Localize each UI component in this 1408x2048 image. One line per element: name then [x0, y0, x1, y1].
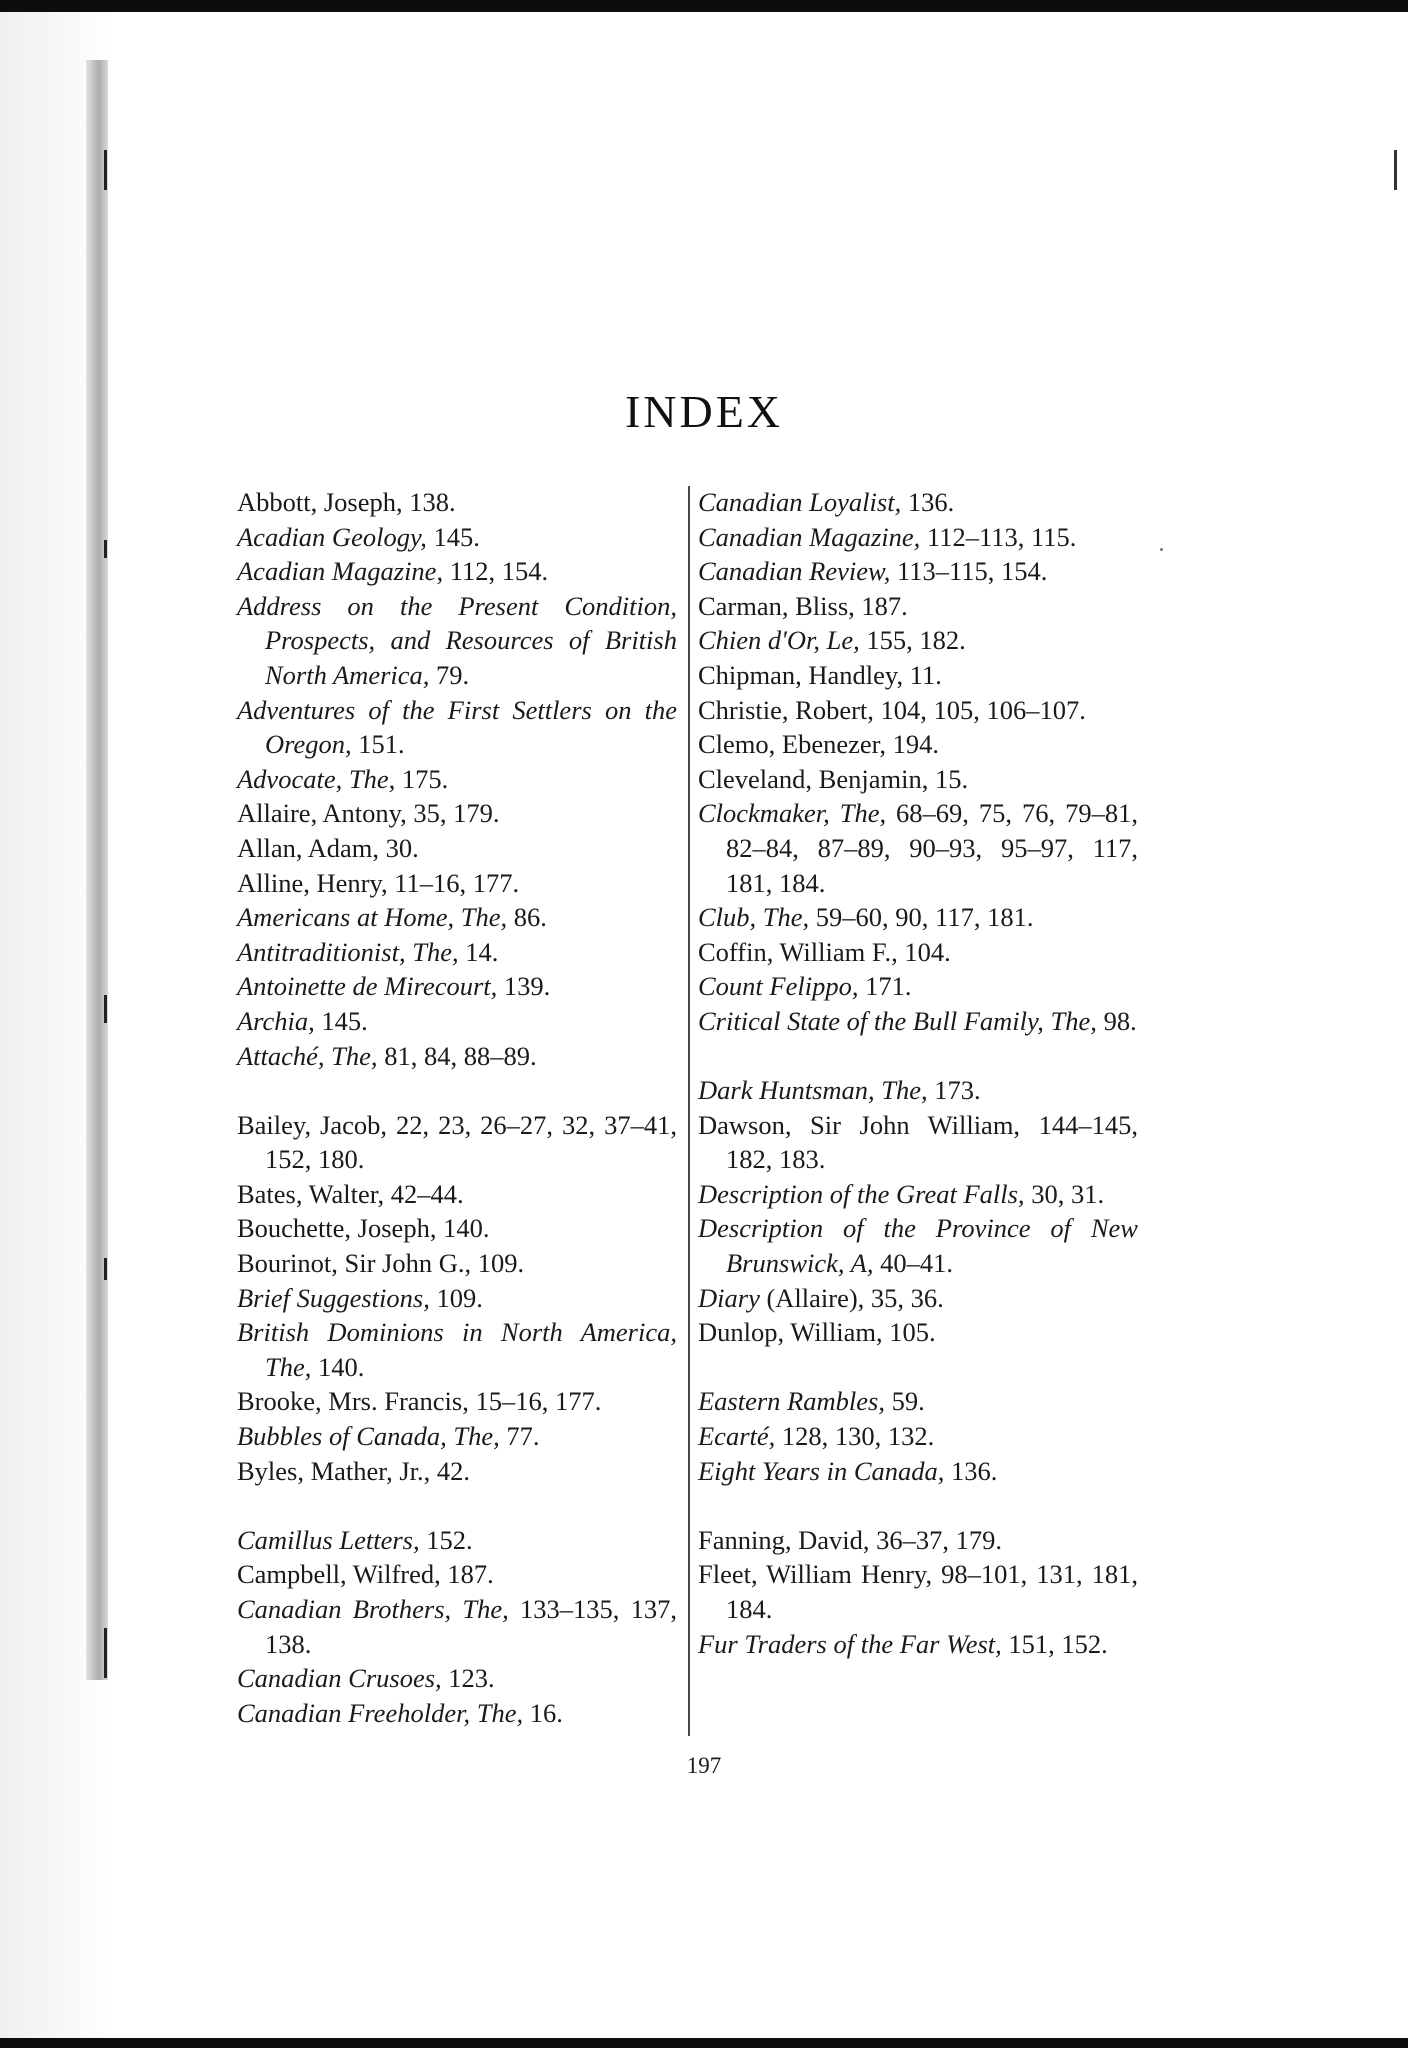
- entry-text: Fanning, David, 36–37, 179.: [698, 1524, 1002, 1555]
- entry-text: Fleet, William Henry, 98–101, 131, 181, 184.: [698, 1559, 1138, 1624]
- letter-group-gap: [698, 1488, 1138, 1523]
- entry-text: 152.: [419, 1524, 473, 1555]
- entry-text: Bates, Walter, 42–44.: [237, 1178, 464, 1209]
- page-title: INDEX: [624, 386, 784, 437]
- entry-text: Dawson, Sir John William, 144–145, 182, 183.: [698, 1109, 1138, 1175]
- index-entry: [237, 1523, 677, 1558]
- entry-text: Carman, Bliss, 187.: [698, 590, 908, 621]
- page-number: 197: [686, 1753, 722, 1778]
- entry-title: Address on the Present Condition, Prospects, and Resources of British North America,: [237, 590, 677, 690]
- entry-title: Brief Suggestions,: [237, 1282, 430, 1313]
- index-entry: [237, 1315, 677, 1384]
- entry-text: 140.: [311, 1351, 365, 1382]
- index-entry: [237, 554, 677, 589]
- entry-title: Ecarté,: [698, 1421, 776, 1452]
- index-entry: [698, 1315, 1138, 1350]
- entry-text: Christie, Robert, 104, 105, 106–107.: [698, 694, 1086, 725]
- entry-text: 128, 130, 132.: [775, 1421, 935, 1452]
- entry-text: 59–60, 90, 117, 181.: [809, 902, 1034, 933]
- index-entry: [698, 485, 1138, 520]
- entry-text: Bourinot, Sir John G., 109.: [237, 1248, 525, 1279]
- index-entry: [698, 762, 1138, 797]
- entry-text: Brooke, Mrs. Francis, 15–16, 177.: [237, 1386, 602, 1417]
- entry-text: 145.: [426, 521, 480, 552]
- entry-text: 175.: [395, 763, 449, 794]
- index-entry: [698, 520, 1138, 555]
- entry-text: Bouchette, Joseph, 140.: [237, 1213, 490, 1244]
- letter-group-gap: [698, 1350, 1138, 1385]
- entry-text: 79.: [429, 659, 470, 690]
- index-entry: [698, 1073, 1138, 1108]
- entry-text: 86.: [507, 902, 547, 933]
- entry-text: 133–135, 137, 138.: [265, 1594, 677, 1659]
- entry-text: Bailey, Jacob, 22, 23, 26–27, 32, 37–41, 152, 180.: [237, 1109, 677, 1175]
- index-entry: [698, 1004, 1138, 1039]
- entry-title: Canadian Crusoes,: [237, 1663, 442, 1694]
- index-entry: [698, 693, 1138, 728]
- entry-text: Abbott, Joseph, 138.: [237, 487, 456, 517]
- index-entry: [237, 1384, 677, 1419]
- letter-group-gap: [237, 1488, 677, 1523]
- letter-group-gap: [237, 1073, 677, 1108]
- index-column-right: [698, 485, 1138, 1661]
- entry-title: Attaché, The,: [237, 1040, 378, 1071]
- entry-text: 30, 31.: [1024, 1178, 1105, 1209]
- index-entry: [237, 589, 677, 693]
- entry-title: Antitraditionist, The,: [237, 936, 459, 967]
- index-entry: [237, 1108, 677, 1177]
- index-entry: [698, 796, 1138, 900]
- entry-text: Clemo, Ebenezer, 194.: [698, 729, 940, 760]
- entry-text: 68–69, 75, 76, 79–81, 82–84, 87–89, 90–93, 95–97, 117, 181, 184.: [726, 798, 1138, 898]
- entry-title: Camillus Letters,: [237, 1524, 420, 1555]
- index-entry: [698, 554, 1138, 589]
- index-entry: [237, 1557, 677, 1592]
- entry-text: 112–113, 115.: [920, 521, 1077, 552]
- index-entry: [237, 1039, 677, 1074]
- entry-title: Bubbles of Canada, The,: [237, 1421, 500, 1452]
- entry-title: Clockmaker, The,: [698, 798, 887, 829]
- entry-text: Coffin, William F., 104.: [698, 936, 951, 967]
- entry-text: Dunlop, William, 105.: [698, 1317, 936, 1348]
- entry-title: Chien d'Or, Le,: [698, 625, 860, 656]
- entry-title: Description of the Great Falls,: [698, 1178, 1025, 1209]
- entry-text: Chipman, Handley, 11.: [698, 659, 942, 690]
- column-divider: [688, 486, 690, 1736]
- index-entry: [237, 900, 677, 935]
- entry-text: (Allaire), 35, 36.: [759, 1282, 944, 1313]
- entry-title: Count Felippo,: [698, 971, 859, 1002]
- index-entry: [237, 1592, 677, 1661]
- index-entry: [237, 485, 677, 520]
- index-entry: [698, 969, 1138, 1004]
- entry-text: Campbell, Wilfred, 187.: [237, 1559, 494, 1590]
- entry-text: 59.: [884, 1386, 925, 1417]
- index-entry: [237, 796, 677, 831]
- entry-text: 98.: [1096, 1005, 1137, 1036]
- index-entry: [237, 1281, 677, 1316]
- index-entry: [698, 658, 1138, 693]
- index-entry: [237, 1211, 677, 1246]
- index-entry: [237, 1246, 677, 1281]
- index-entry: [698, 1419, 1138, 1454]
- entry-text: 16.: [523, 1697, 563, 1728]
- index-column-left: [237, 485, 677, 1730]
- index-entry: [698, 1281, 1138, 1316]
- entry-text: Alline, Henry, 11–16, 177.: [237, 867, 520, 898]
- entry-title: Advocate, The,: [237, 763, 396, 794]
- entry-text: 123.: [441, 1663, 495, 1694]
- index-entry: [237, 1454, 677, 1489]
- entry-title: Canadian Review,: [698, 556, 891, 587]
- entry-title: Eight Years in Canada,: [698, 1455, 945, 1486]
- entry-text: 113–115, 154.: [890, 556, 1048, 587]
- entry-text: 77.: [499, 1421, 540, 1452]
- entry-title: Antoinette de Mirecourt,: [237, 971, 498, 1002]
- letter-group-gap: [698, 1039, 1138, 1074]
- index-entry: [698, 1384, 1138, 1419]
- index-entry: [698, 1454, 1138, 1489]
- entry-title: Canadian Freeholder, The,: [237, 1697, 524, 1728]
- entry-text: 155, 182.: [859, 625, 966, 656]
- entry-title: Canadian Brothers, The,: [237, 1594, 509, 1624]
- index-entry: [698, 1557, 1138, 1626]
- entry-title: Fur Traders of the Far West,: [698, 1628, 1002, 1659]
- entry-text: 151.: [351, 729, 405, 760]
- entry-title: Diary: [698, 1282, 760, 1313]
- entry-text: Byles, Mather, Jr., 42.: [237, 1455, 471, 1486]
- entry-title: Acadian Geology,: [237, 521, 427, 552]
- index-entry: [237, 1696, 677, 1731]
- index-entry: [237, 831, 677, 866]
- entry-text: 139.: [497, 971, 551, 1002]
- index-entry: [698, 589, 1138, 624]
- entry-title: Club, The,: [698, 902, 810, 933]
- entry-title: Archia,: [237, 1005, 315, 1036]
- index-entry: [237, 1177, 677, 1212]
- index-entry: [237, 969, 677, 1004]
- entry-title: Eastern Rambles,: [698, 1386, 885, 1417]
- index-entry: [698, 623, 1138, 658]
- entry-text: Cleveland, Benjamin, 15.: [698, 763, 969, 794]
- index-entry: [698, 1627, 1138, 1662]
- entry-text: 145.: [314, 1005, 368, 1036]
- entry-text: 173.: [927, 1075, 981, 1106]
- entry-title: Critical State of the Bull Family, The,: [698, 1005, 1097, 1036]
- index-entry: [698, 935, 1138, 970]
- index-entry: [698, 1211, 1138, 1280]
- entry-title: Adventures of the First Settlers on the Oregon,: [237, 694, 677, 760]
- entry-title: Acadian Magazine,: [237, 556, 444, 587]
- entry-text: 81, 84, 88–89.: [377, 1040, 537, 1071]
- entry-text: 112, 154.: [443, 556, 549, 587]
- index-entry: [237, 762, 677, 797]
- entry-title: Canadian Magazine,: [698, 521, 921, 552]
- index-entry: [237, 1661, 677, 1696]
- index-entry: [698, 900, 1138, 935]
- entry-text: 151, 152.: [1001, 1628, 1108, 1659]
- entry-text: Allan, Adam, 30.: [237, 832, 419, 863]
- entry-title: Description of the Province of New Brunswick, A,: [698, 1213, 1138, 1279]
- entry-text: 14.: [458, 936, 499, 967]
- entry-title: British Dominions in North America, The,: [237, 1317, 677, 1382]
- entry-title: Canadian Loyalist,: [698, 487, 902, 517]
- entry-text: 171.: [858, 971, 912, 1002]
- entry-text: 40–41.: [873, 1248, 953, 1279]
- index-entry: [698, 1523, 1138, 1558]
- index-entry: [698, 1177, 1138, 1212]
- entry-text: 136.: [901, 487, 955, 517]
- index-entry: [237, 520, 677, 555]
- entry-text: 136.: [944, 1455, 998, 1486]
- entry-title: Dark Huntsman, The,: [698, 1075, 928, 1106]
- entry-title: Americans at Home, The,: [237, 902, 508, 933]
- index-entry: [237, 1004, 677, 1039]
- index-entry: [237, 866, 677, 901]
- index-entry: [237, 935, 677, 970]
- index-entry: [698, 727, 1138, 762]
- entry-text: Allaire, Antony, 35, 179.: [237, 798, 500, 829]
- index-entry: [237, 1419, 677, 1454]
- entry-text: 109.: [429, 1282, 483, 1313]
- index-entry: [698, 1108, 1138, 1177]
- index-entry: [237, 693, 677, 762]
